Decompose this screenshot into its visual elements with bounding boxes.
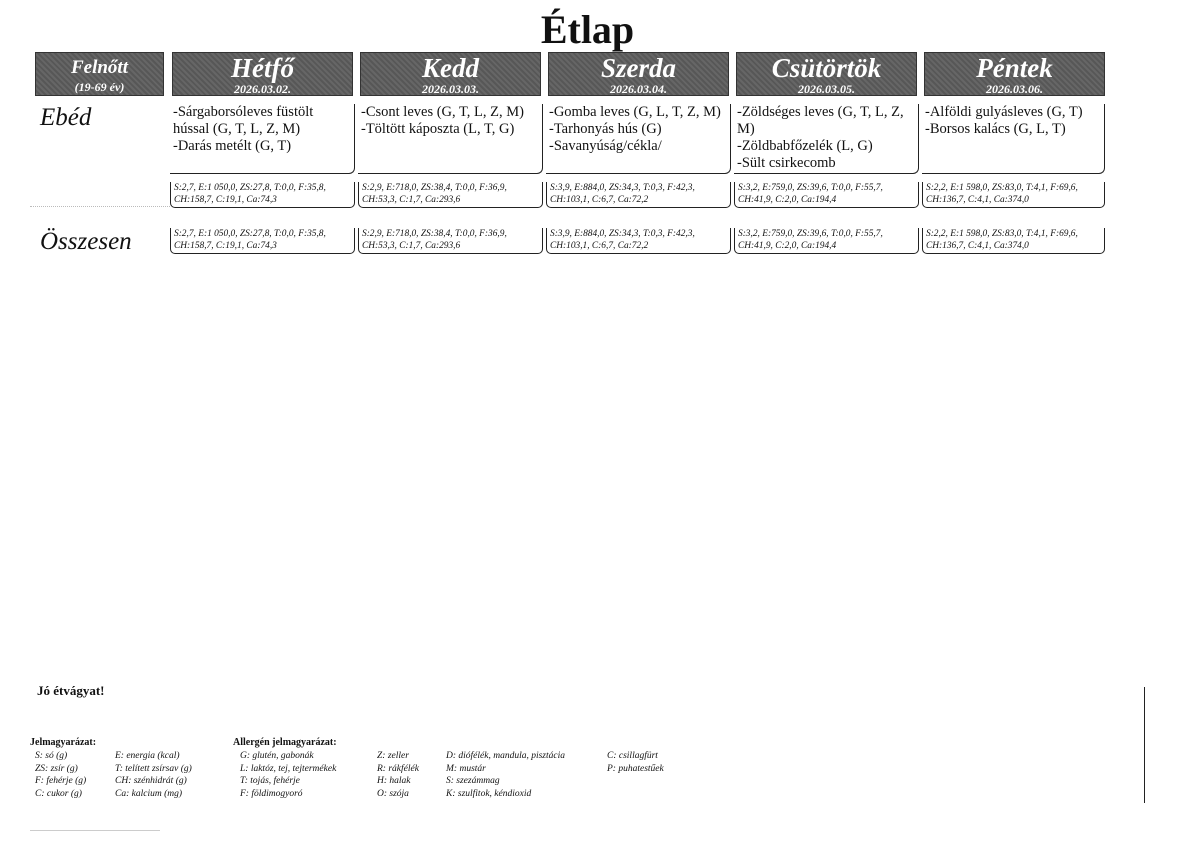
legend-item: T: telített zsírsav (g)	[115, 763, 192, 774]
total-nutrition-monday	[170, 228, 355, 254]
nutrition-line: CH:41,9, C:2,0, Ca:194,4	[738, 195, 837, 205]
nutrition-line: S:2,7, E:1 050,0, ZS:27,8, T:0,0, F:35,8,	[174, 183, 326, 193]
allergen-item: C: csillagfürt	[607, 751, 658, 761]
allergen-item: G: glutén, gabonák	[240, 751, 314, 761]
nutrition-tuesday	[358, 182, 543, 208]
nutrition-line: S:3,9, E:884,0, ZS:34,3, T:0,3, F:42,3,	[550, 183, 695, 193]
legend-item: E: energia (kcal)	[115, 751, 180, 761]
day-name: Péntek	[976, 53, 1053, 83]
nutrition-monday	[170, 182, 355, 208]
allergen-column	[446, 750, 565, 800]
nutrition-line: S:2,7, E:1 050,0, ZS:27,8, T:0,0, F:35,8,	[174, 229, 326, 239]
nutrition-line: S:3,2, E:759,0, ZS:39,6, T:0,0, F:55,7,	[738, 229, 883, 239]
nutrition-line: CH:103,1, C:6,7, Ca:72,2	[550, 241, 649, 251]
day-date: 2026.03.04.	[610, 82, 667, 96]
nutrition-line: S:2,2, E:1 598,0, ZS:83,0, T:4,1, F:69,6,	[926, 229, 1078, 239]
nutrition-line: S:2,2, E:1 598,0, ZS:83,0, T:4,1, F:69,6,	[926, 183, 1078, 193]
group-label: Felnőtt	[70, 57, 128, 78]
legend-item: Ca: kalcium (mg)	[115, 788, 183, 799]
allergen-column	[377, 750, 419, 800]
nutrition-wednesday	[546, 182, 731, 208]
nutrition-line: CH:158,7, C:19,1, Ca:74,3	[174, 241, 277, 251]
meal-cell-wednesday	[546, 104, 731, 174]
header-day-wednesday	[548, 52, 729, 96]
nutrition-line: CH:103,1, C:6,7, Ca:72,2	[550, 195, 649, 205]
header-day-friday	[924, 52, 1105, 96]
allergen-item: H: halak	[377, 776, 411, 786]
legend-item: ZS: zsír (g)	[35, 763, 78, 774]
nutrition-line: CH:53,3, C:1,7, Ca:293,6	[362, 195, 461, 205]
legend-item: S: só (g)	[35, 751, 68, 761]
meal-line: -Borsos kalács (G, L, T)	[925, 121, 1066, 137]
nutrition-thursday	[734, 182, 919, 208]
meal-line: -Zöldséges leves (G, T, L, Z,	[737, 104, 904, 120]
legend-item: F: fehérje (g)	[35, 776, 87, 786]
meal-line: -Darás metélt (G, T)	[173, 138, 292, 154]
closing-text: Jó étvágyat!	[37, 683, 105, 698]
day-date: 2026.03.05.	[798, 82, 855, 96]
allergen-item: S: szezámmag	[446, 776, 500, 786]
allergen-item: L: laktóz, tej, tejtermékek	[240, 763, 337, 774]
day-name: Szerda	[600, 53, 676, 83]
allergen-item: O: szója	[377, 788, 409, 799]
meal-line: -Sült csirkecomb	[737, 155, 836, 171]
legend-item: CH: szénhidrát (g)	[115, 776, 187, 786]
total-nutrition-wednesday	[546, 228, 731, 254]
allergen-item: M: mustár	[446, 763, 486, 774]
allergen-item: Z: zeller	[377, 751, 409, 761]
allergen-item: R: rákfélék	[377, 763, 419, 774]
legend-column	[35, 750, 86, 800]
day-date: 2026.03.03.	[422, 82, 479, 96]
meal-line: -Savanyúság/cékla/	[549, 138, 662, 154]
meal-line: -Tarhonyás hús (G)	[549, 121, 662, 137]
page-title: Étlap	[540, 7, 635, 52]
allergen-item: T: tojás, fehérje	[240, 776, 300, 786]
row-label-total: Összesen	[40, 228, 132, 255]
allergen-item: D: diófélék, mandula, pisztácia	[446, 751, 565, 761]
meal-line: hússal (G, T, L, Z, M)	[173, 121, 301, 137]
allergen-legend-title: Allergén jelmagyarázat:	[233, 737, 337, 748]
meal-line: -Csont leves (G, T, L, Z, M)	[361, 104, 524, 120]
header-day-thursday	[736, 52, 917, 96]
row-label-lunch: Ebéd	[40, 104, 92, 131]
legend-title: Jelmagyarázat:	[30, 737, 97, 748]
nutrition-line: S:2,9, E:718,0, ZS:38,4, T:0,0, F:36,9,	[362, 229, 507, 239]
nutrition-line: CH:136,7, C:4,1, Ca:374,0	[926, 241, 1029, 251]
allergen-column	[240, 750, 336, 800]
total-nutrition-tuesday	[358, 228, 543, 254]
meal-line: -Alföldi gulyásleves (G, T)	[925, 104, 1083, 120]
footer-line	[30, 830, 160, 831]
nutrition-friday	[922, 182, 1105, 208]
meal-cell-monday	[170, 104, 355, 174]
total-nutrition-thursday	[734, 228, 919, 254]
day-date: 2026.03.06.	[986, 82, 1043, 96]
header-day-tuesday	[360, 52, 541, 96]
meal-cell-thursday	[734, 104, 919, 174]
group-age: (19-69 év)	[74, 80, 125, 94]
margin-line	[1144, 687, 1145, 803]
allergen-column	[607, 750, 664, 775]
meal-line: M)	[737, 121, 755, 137]
meal-line: -Sárgaborsóleves füstölt	[173, 104, 314, 120]
header-day-monday	[172, 52, 353, 96]
meal-line: -Gomba leves (G, L, T, Z, M)	[549, 104, 721, 120]
nutrition-line: S:3,2, E:759,0, ZS:39,6, T:0,0, F:55,7,	[738, 183, 883, 193]
legend-column	[115, 750, 192, 800]
nutrition-line: CH:158,7, C:19,1, Ca:74,3	[174, 195, 277, 205]
nutrition-line: S:2,9, E:718,0, ZS:38,4, T:0,0, F:36,9,	[362, 183, 507, 193]
day-date: 2026.03.02.	[234, 82, 291, 96]
divider	[30, 206, 170, 207]
day-name: Kedd	[422, 53, 479, 83]
meal-cell-tuesday	[358, 104, 543, 174]
nutrition-line: CH:53,3, C:1,7, Ca:293,6	[362, 241, 461, 251]
meal-line: -Töltött káposzta (L, T, G)	[361, 121, 515, 137]
legend-item: C: cukor (g)	[35, 788, 82, 799]
day-name: Hétfő	[231, 53, 294, 83]
total-nutrition-friday	[922, 228, 1105, 254]
allergen-item: K: szulfitok, kéndioxid	[446, 788, 532, 799]
meal-line: -Zöldbabfőzelék (L, G)	[737, 138, 873, 154]
nutrition-line: CH:136,7, C:4,1, Ca:374,0	[926, 195, 1029, 205]
day-name: Csütörtök	[771, 53, 882, 83]
allergen-item: F: földimogyoró	[240, 788, 303, 799]
meal-cell-friday	[922, 104, 1105, 174]
nutrition-line: CH:41,9, C:2,0, Ca:194,4	[738, 241, 837, 251]
header-adult-group	[35, 52, 164, 96]
nutrition-line: S:3,9, E:884,0, ZS:34,3, T:0,3, F:42,3,	[550, 229, 695, 239]
allergen-item: P: puhatestűek	[607, 763, 664, 774]
